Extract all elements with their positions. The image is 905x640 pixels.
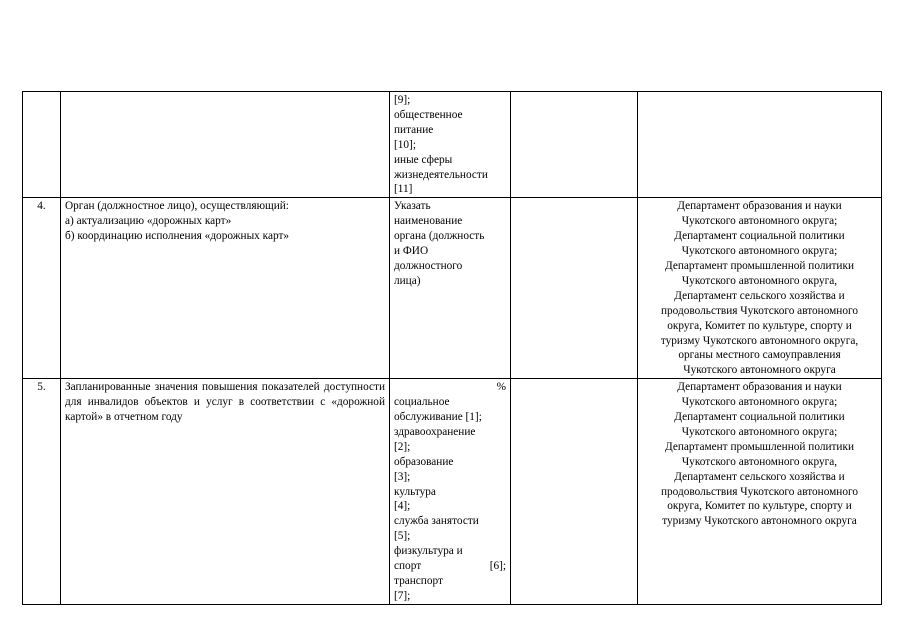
unit-line: жизнедеятельности	[394, 168, 488, 181]
unit-line: иные сферы	[394, 153, 453, 166]
unit-line: здравоохранение	[394, 425, 476, 438]
responsible-line: туризму Чукотского автономного округа	[662, 515, 857, 528]
table-row	[23, 92, 882, 198]
unit-line: обслуживание [1];	[394, 411, 482, 424]
unit-line: социальное	[394, 396, 450, 409]
unit-line: должностного	[394, 259, 463, 272]
unit-line: [4];	[394, 500, 411, 513]
unit-line: служба занятости	[394, 515, 479, 528]
description-cell	[61, 92, 390, 198]
description-cell	[61, 198, 390, 379]
unit-line: лица)	[394, 274, 421, 287]
unit-line: [2];	[394, 440, 411, 453]
responsible-line: туризму Чукотского автономного округа,	[660, 334, 859, 347]
unit-line: наименование	[394, 215, 463, 228]
unit-line: [10];	[394, 138, 416, 151]
responsible-line: Департамент социальной политики	[674, 411, 845, 424]
unit-percent: %	[496, 381, 506, 394]
unit-word: [6];	[489, 560, 506, 573]
responsible-line: Чукотского автономного округа;	[681, 396, 838, 409]
responsible-line: округа, Комитет по культуре, спорту и	[667, 319, 852, 332]
responsible-line: Департамент промышленной политики	[664, 440, 855, 453]
description-line: Орган (должностное лицо), осуществляющий:	[65, 200, 289, 213]
responsible-line: Чукотского автономного округа,	[681, 274, 838, 287]
unit-line: питание	[394, 123, 434, 136]
responsible-cell	[638, 198, 882, 379]
responsible-line: продовольствия Чукотского автономного	[660, 485, 859, 498]
responsible-line: Департамент сельского хозяйства и	[674, 470, 845, 483]
unit-word: спорт	[394, 560, 422, 573]
unit-line: и ФИО	[394, 245, 429, 258]
row-number-cell: 4.	[23, 198, 61, 379]
unit-line: органа (должность	[394, 230, 485, 243]
responsible-line: Чукотского автономного округа;	[681, 215, 838, 228]
responsible-line: Департамент сельского хозяйства и	[674, 289, 845, 302]
unit-line: общественное	[394, 108, 463, 121]
responsible-line: Департамент образования и науки	[677, 200, 842, 213]
unit-line: Указать	[394, 200, 431, 213]
unit-cell	[390, 198, 511, 379]
responsible-line: продовольствия Чукотского автономного	[660, 304, 859, 317]
table-row	[23, 379, 882, 605]
unit-line: [11]	[394, 183, 413, 196]
unit-line: [7];	[394, 589, 411, 602]
unit-line: [9];	[394, 94, 411, 106]
responsible-line: Чукотского автономного округа,	[681, 455, 838, 468]
value-cell	[511, 92, 638, 198]
responsible-line: Чукотского автономного округа	[683, 364, 836, 377]
responsible-line: округа, Комитет по культуре, спорту и	[667, 500, 852, 513]
description-line: а) актуализацию «дорожных карт»	[65, 215, 232, 228]
unit-line: образование	[394, 455, 454, 468]
responsible-line: органы местного самоуправления	[678, 349, 841, 362]
responsible-cell	[638, 92, 882, 198]
responsible-line: Чукотского автономного округа;	[681, 245, 838, 258]
value-cell	[511, 379, 638, 605]
unit-line: [5];	[394, 530, 411, 543]
description-cell: Запланированные значения повышения показателей доступности для инвалидов объектов и услуг в соответствии с «дорожной картой» в отчетном году	[61, 379, 390, 605]
row-number-cell	[23, 92, 61, 198]
unit-line	[394, 559, 506, 574]
row-number-cell: 5.	[23, 379, 61, 605]
document-table	[22, 91, 882, 605]
unit-line: транспорт	[394, 575, 443, 587]
responsible-line: Департамент социальной политики	[674, 230, 845, 243]
description-line: б) координацию исполнения «дорожных карт»	[65, 230, 290, 243]
unit-line: [3];	[394, 470, 411, 483]
responsible-line: Департамент промышленной политики	[664, 259, 855, 272]
responsible-cell	[638, 379, 882, 605]
value-cell	[511, 198, 638, 379]
unit-line: культура	[394, 485, 436, 498]
unit-cell	[390, 379, 511, 605]
unit-cell	[390, 92, 511, 198]
responsible-line: Чукотского автономного округа;	[681, 425, 838, 438]
unit-line: физкультура и	[394, 545, 463, 558]
table-row	[23, 198, 882, 379]
responsible-line: Департамент образования и науки	[677, 381, 842, 394]
